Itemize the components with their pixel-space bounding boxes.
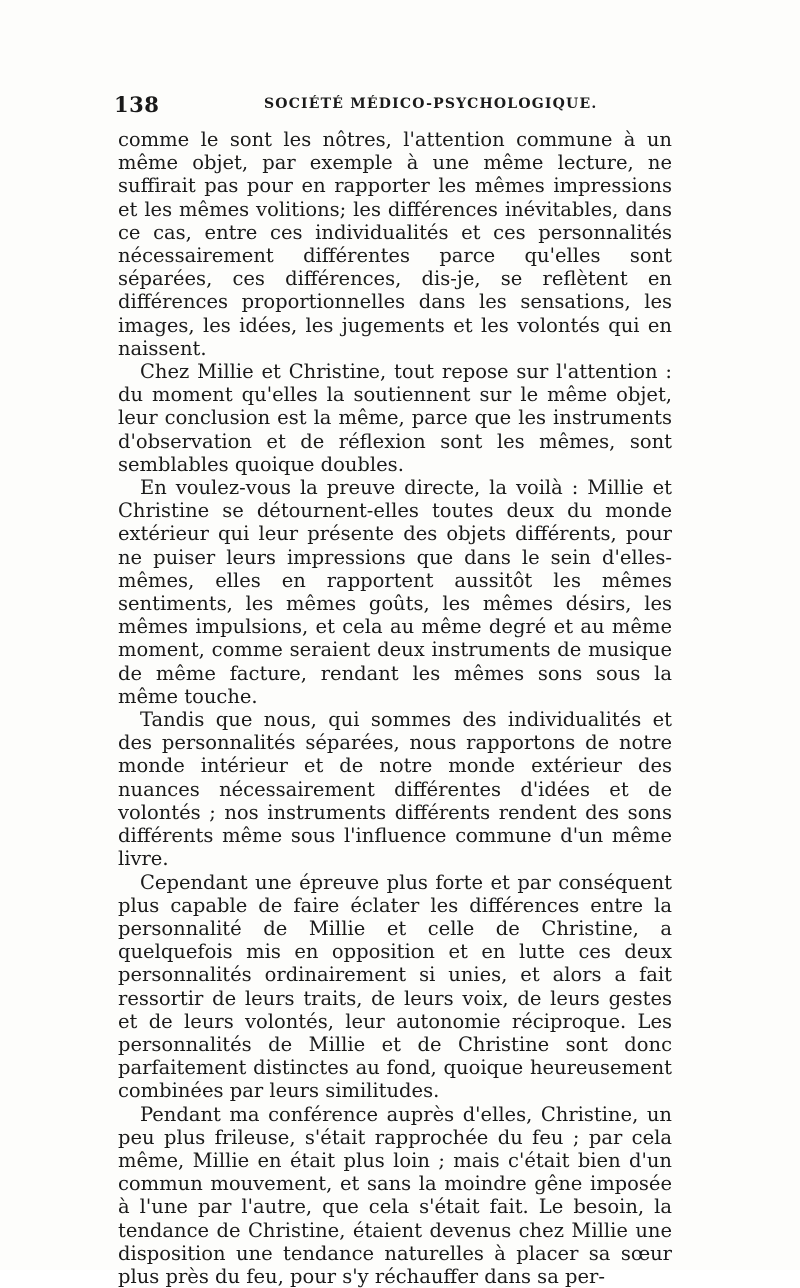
running-head: SOCIÉTÉ MÉDICO-PSYCHOLOGIQUE. <box>264 96 598 112</box>
page-number: 138 <box>114 92 160 117</box>
page-header <box>114 92 676 122</box>
paragraph: Pendant ma conférence auprès d'elles, Christine, un peu plus frileuse, s'était rapprochée du feu ; par cela même, Millie en était plus loin ; mais c'était bien d'un commun mouvement, et sans la moindre gêne imposée à l'une par l'autre, que cela s'était fait. Le besoin, la tendance de Christine, étaient devenus chez Millie une disposition une tendance naturelles à placer sa sœur plus près du feu, pour s'y réchauffer dans sa per- <box>118 1102 672 1288</box>
paragraph: Chez Millie et Christine, tout repose sur l'attention : du moment qu'elles la soutiennent sur le même objet, leur conclusion est la même, parce que les instruments d'observation et de réflexion sont les mêmes, sont semblables quoique doubles. <box>118 360 672 476</box>
paragraph: Tandis que nous, qui sommes des individualités et des personnalités séparées, nous rapportons de notre monde intérieur et de notre monde extérieur des nuances nécessairement différentes d'idées et de volontés ; nos instruments différents rendent des sons différents même sous l'influence commune d'un même livre. <box>118 708 672 871</box>
paragraph: En voulez-vous la preuve directe, la voilà : Millie et Christine se détournent-elles toutes deux du monde extérieur qui leur présente des objets différents, pour ne puiser leurs impressions que dans le sein d'elles-mêmes, elles en rapportent aussitôt les mêmes sentiments, les mêmes goûts, les mêmes désirs, les mêmes impulsions, et cela au même degré et au même moment, comme seraient deux instruments de musique de même facture, rendant les mêmes sons sous la même touche. <box>118 476 672 708</box>
body-text <box>118 128 672 1288</box>
paragraph: Cependant une épreuve plus forte et par conséquent plus capable de faire éclater les différences entre la personnalité de Millie et celle de Christine, a quelquefois mis en opposition et en lutte ces deux personnalités ordinairement si unies, et alors a fait ressortir de leurs traits, de leurs voix, de leurs gestes et de leurs volontés, leur autonomie réciproque. Les personnalités de Millie et de Christine sont donc parfaitement distinctes au fond, quoique heureusement combinées par leurs similitudes. <box>118 870 672 1103</box>
paragraph: comme le sont les nôtres, l'attention commune à un même objet, par exemple à une même lecture, ne suffirait pas pour en rapporter les mêmes impressions et les mêmes volitions; les différences inévitables, dans ce cas, entre ces individualités et ces personnalités nécessairement différentes parce qu'elles sont séparées, ces différences, dis-je, se reflètent en différences proportionnelles dans les sensations, les images, les idées, les jugements et les volontés qui en naissent. <box>118 128 672 360</box>
